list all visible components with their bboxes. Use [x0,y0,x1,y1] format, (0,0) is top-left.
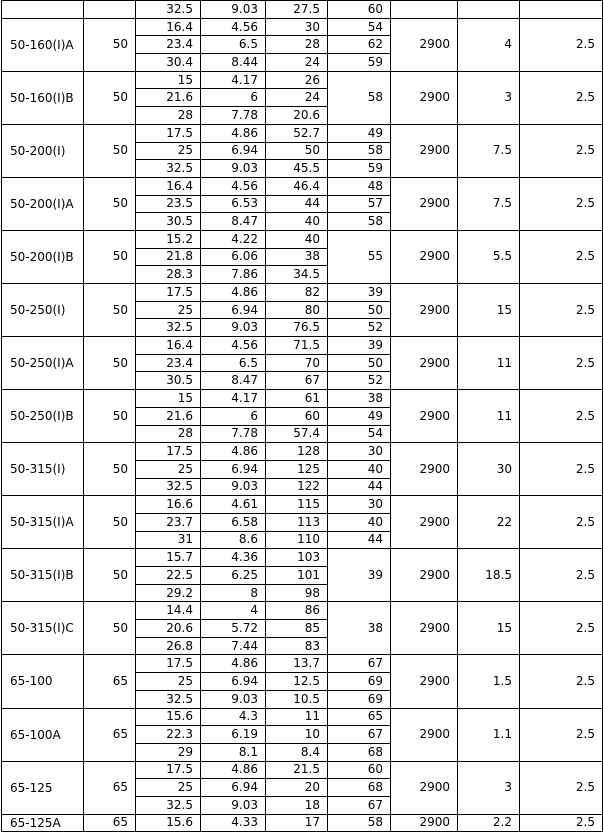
cell-power: 15 [458,284,520,337]
cell-model: 65-100A [2,708,84,761]
cell-efficiency: 38 [328,390,391,408]
cell-flow_m3h: 21.8 [136,248,201,266]
cell-flow_m3h: 32.5 [136,796,201,814]
cell-inlet [84,1,136,19]
cell-inlet: 50 [84,337,136,390]
pump-spec-table [1,0,603,832]
cell-model: 50-315(I)B [2,549,84,602]
cell-efficiency: 49 [328,407,391,425]
cell-speed: 2900 [391,602,458,655]
cell-flow_ls: 6.94 [201,460,266,478]
cell-power: 18.5 [458,549,520,602]
cell-head: 11 [266,708,328,726]
cell-npsh: 2.5 [520,443,603,496]
cell-efficiency: 67 [328,796,391,814]
cell-flow_m3h: 23.4 [136,354,201,372]
cell-inlet: 65 [84,814,136,832]
cell-flow_m3h: 30.5 [136,372,201,390]
cell-head: 67 [266,372,328,390]
cell-head: 70 [266,354,328,372]
cell-power: 11 [458,337,520,390]
cell-flow_ls: 8 [201,584,266,602]
cell-efficiency: 59 [328,54,391,72]
cell-power: 1.1 [458,708,520,761]
cell-speed: 2900 [391,18,458,71]
cell-flow_ls: 8.47 [201,213,266,231]
table-body [2,1,603,832]
cell-head: 57.4 [266,425,328,443]
cell-merged_efficiency: 38 [328,602,391,655]
cell-npsh: 2.5 [520,549,603,602]
cell-flow_ls: 8.47 [201,372,266,390]
cell-efficiency: 58 [328,814,391,832]
cell-flow_m3h: 14.4 [136,602,201,620]
cell-speed: 2900 [391,337,458,390]
cell-power: 2.2 [458,814,520,832]
cell-inlet: 50 [84,230,136,283]
cell-model [2,1,84,19]
cell-flow_m3h: 21.6 [136,407,201,425]
cell-flow_ls: 6.94 [201,779,266,797]
cell-model: 50-250(I)A [2,337,84,390]
cell-flow_m3h: 22.3 [136,726,201,744]
cell-flow_m3h: 17.5 [136,655,201,673]
cell-model: 50-315(I)C [2,602,84,655]
cell-inlet: 50 [84,390,136,443]
cell-npsh: 2.5 [520,71,603,124]
table-row [2,708,603,726]
cell-head: 40 [266,230,328,248]
cell-head: 21.5 [266,761,328,779]
cell-inlet: 65 [84,708,136,761]
table-row [2,602,603,620]
table-row [2,18,603,36]
cell-speed: 2900 [391,71,458,124]
cell-flow_ls: 4.61 [201,496,266,514]
cell-flow_ls: 4.86 [201,655,266,673]
cell-npsh: 2.5 [520,177,603,230]
cell-flow_m3h: 17.5 [136,284,201,302]
cell-flow_m3h: 32.5 [136,319,201,337]
cell-efficiency: 59 [328,160,391,178]
cell-head: 24 [266,54,328,72]
table-row [2,390,603,408]
cell-efficiency: 69 [328,673,391,691]
cell-speed: 2900 [391,177,458,230]
cell-speed: 2900 [391,761,458,814]
cell-flow_m3h: 23.5 [136,195,201,213]
cell-efficiency: 50 [328,301,391,319]
cell-efficiency: 67 [328,655,391,673]
table-row [2,177,603,195]
cell-head: 10.5 [266,690,328,708]
cell-flow_m3h: 26.8 [136,637,201,655]
cell-efficiency: 54 [328,18,391,36]
cell-inlet: 65 [84,655,136,708]
cell-npsh: 2.5 [520,496,603,549]
cell-head: 86 [266,602,328,620]
table-row [2,230,603,248]
cell-flow_ls: 7.86 [201,266,266,284]
cell-head: 83 [266,637,328,655]
cell-flow_m3h: 23.4 [136,36,201,54]
cell-head: 71.5 [266,337,328,355]
cell-inlet: 50 [84,124,136,177]
table-row [2,443,603,461]
cell-flow_ls: 8.44 [201,54,266,72]
cell-head: 115 [266,496,328,514]
cell-flow_ls: 6.94 [201,673,266,691]
cell-flow_ls: 6.5 [201,36,266,54]
cell-model: 65-125 [2,761,84,814]
cell-flow_ls: 4.86 [201,761,266,779]
cell-head: 46.4 [266,177,328,195]
cell-efficiency: 60 [328,1,391,19]
cell-inlet: 50 [84,602,136,655]
cell-flow_ls: 9.03 [201,1,266,19]
cell-power: 3 [458,761,520,814]
cell-flow_ls: 4.36 [201,549,266,567]
cell-head: 27.5 [266,1,328,19]
cell-flow_ls: 9.03 [201,796,266,814]
cell-efficiency: 39 [328,284,391,302]
cell-power: 7.5 [458,177,520,230]
cell-efficiency: 58 [328,142,391,160]
cell-model: 50-160(I)B [2,71,84,124]
cell-head: 60 [266,407,328,425]
cell-flow_ls: 8.6 [201,531,266,549]
cell-flow_ls: 4.33 [201,814,266,832]
cell-head: 40 [266,213,328,231]
cell-efficiency: 52 [328,319,391,337]
cell-power: 22 [458,496,520,549]
cell-flow_m3h: 16.6 [136,496,201,514]
cell-efficiency: 54 [328,425,391,443]
cell-head: 34.5 [266,266,328,284]
cell-head: 52.7 [266,124,328,142]
cell-flow_m3h: 25 [136,779,201,797]
cell-npsh: 2.5 [520,337,603,390]
cell-flow_m3h: 15 [136,71,201,89]
table-row [2,284,603,302]
cell-flow_ls: 7.78 [201,107,266,125]
cell-flow_m3h: 15.7 [136,549,201,567]
cell-model: 50-315(I)A [2,496,84,549]
cell-flow_m3h: 28 [136,425,201,443]
cell-npsh: 2.5 [520,761,603,814]
cell-flow_ls: 9.03 [201,319,266,337]
cell-model: 50-200(I) [2,124,84,177]
cell-flow_ls: 6.5 [201,354,266,372]
table-row [2,761,603,779]
cell-efficiency: 57 [328,195,391,213]
cell-flow_m3h: 15 [136,390,201,408]
cell-speed: 2900 [391,443,458,496]
cell-head: 30 [266,18,328,36]
cell-merged_efficiency: 55 [328,230,391,283]
cell-inlet: 50 [84,71,136,124]
cell-flow_ls: 5.72 [201,620,266,638]
cell-flow_m3h: 29 [136,743,201,761]
cell-flow_m3h: 31 [136,531,201,549]
cell-efficiency: 52 [328,372,391,390]
cell-power: 1.5 [458,655,520,708]
cell-flow_m3h: 25 [136,460,201,478]
cell-speed: 2900 [391,496,458,549]
cell-flow_ls: 6.94 [201,142,266,160]
cell-model: 50-250(I) [2,284,84,337]
cell-flow_ls: 4.56 [201,177,266,195]
table-row [2,337,603,355]
cell-speed: 2900 [391,655,458,708]
cell-head: 12.5 [266,673,328,691]
cell-npsh: 2.5 [520,284,603,337]
cell-flow_ls: 7.44 [201,637,266,655]
cell-flow_ls: 9.03 [201,478,266,496]
cell-head: 50 [266,142,328,160]
cell-flow_m3h: 29.2 [136,584,201,602]
cell-head: 122 [266,478,328,496]
cell-efficiency: 65 [328,708,391,726]
cell-head: 82 [266,284,328,302]
cell-flow_ls: 9.03 [201,690,266,708]
cell-head: 76.5 [266,319,328,337]
cell-power: 5.5 [458,230,520,283]
cell-flow_ls: 4.86 [201,443,266,461]
cell-speed: 2900 [391,230,458,283]
cell-flow_ls: 4.3 [201,708,266,726]
cell-speed: 2900 [391,708,458,761]
cell-flow_m3h: 32.5 [136,1,201,19]
cell-head: 17 [266,814,328,832]
cell-flow_m3h: 30.4 [136,54,201,72]
cell-flow_ls: 4 [201,602,266,620]
cell-flow_m3h: 16.4 [136,18,201,36]
cell-flow_m3h: 17.5 [136,443,201,461]
cell-speed: 2900 [391,284,458,337]
cell-head: 113 [266,513,328,531]
cell-efficiency: 39 [328,337,391,355]
cell-npsh: 2.5 [520,708,603,761]
cell-inlet: 50 [84,18,136,71]
cell-flow_ls: 4.17 [201,71,266,89]
cell-efficiency: 69 [328,690,391,708]
cell-power: 3 [458,71,520,124]
cell-flow_m3h: 15.6 [136,814,201,832]
cell-flow_m3h: 28 [136,107,201,125]
cell-speed: 2900 [391,124,458,177]
cell-flow_ls: 4.86 [201,284,266,302]
cell-head: 8.4 [266,743,328,761]
cell-flow_m3h: 25 [136,301,201,319]
cell-speed: 2900 [391,390,458,443]
cell-head: 110 [266,531,328,549]
cell-npsh [520,1,603,19]
cell-merged_efficiency: 39 [328,549,391,602]
cell-efficiency: 67 [328,726,391,744]
cell-flow_ls: 4.17 [201,390,266,408]
cell-head: 20.6 [266,107,328,125]
cell-speed [391,1,458,19]
cell-flow_ls: 6.94 [201,301,266,319]
table-row [2,814,603,832]
cell-head: 80 [266,301,328,319]
cell-power: 4 [458,18,520,71]
cell-efficiency: 49 [328,124,391,142]
cell-power: 15 [458,602,520,655]
cell-inlet: 50 [84,177,136,230]
cell-flow_m3h: 23.7 [136,513,201,531]
cell-model: 50-160(I)A [2,18,84,71]
cell-efficiency: 68 [328,743,391,761]
cell-efficiency: 30 [328,443,391,461]
cell-flow_m3h: 25 [136,142,201,160]
cell-flow_m3h: 25 [136,673,201,691]
cell-model: 50-200(I)B [2,230,84,283]
cell-head: 45.5 [266,160,328,178]
cell-head: 103 [266,549,328,567]
cell-efficiency: 44 [328,531,391,549]
cell-npsh: 2.5 [520,124,603,177]
cell-head: 20 [266,779,328,797]
cell-power: 11 [458,390,520,443]
cell-inlet: 65 [84,761,136,814]
cell-flow_m3h: 17.5 [136,761,201,779]
cell-flow_m3h: 21.6 [136,89,201,107]
cell-npsh: 2.5 [520,390,603,443]
cell-flow_ls: 8.1 [201,743,266,761]
cell-efficiency: 60 [328,761,391,779]
cell-head: 26 [266,71,328,89]
cell-flow_m3h: 32.5 [136,690,201,708]
cell-efficiency: 58 [328,213,391,231]
cell-head: 125 [266,460,328,478]
cell-efficiency: 48 [328,177,391,195]
cell-power: 30 [458,443,520,496]
cell-npsh: 2.5 [520,602,603,655]
cell-npsh: 2.5 [520,814,603,832]
table-row [2,655,603,673]
cell-flow_ls: 9.03 [201,160,266,178]
cell-head: 128 [266,443,328,461]
cell-head: 44 [266,195,328,213]
cell-inlet: 50 [84,284,136,337]
cell-flow_ls: 6.25 [201,567,266,585]
cell-efficiency: 40 [328,513,391,531]
table-row [2,124,603,142]
cell-efficiency: 40 [328,460,391,478]
cell-flow_ls: 4.22 [201,230,266,248]
cell-flow_ls: 6 [201,407,266,425]
cell-flow_ls: 6.58 [201,513,266,531]
cell-flow_m3h: 30.5 [136,213,201,231]
cell-flow_m3h: 20.6 [136,620,201,638]
cell-npsh: 2.5 [520,18,603,71]
cell-inlet: 50 [84,549,136,602]
cell-efficiency: 30 [328,496,391,514]
cell-npsh: 2.5 [520,655,603,708]
cell-flow_m3h: 17.5 [136,124,201,142]
cell-efficiency: 62 [328,36,391,54]
cell-power [458,1,520,19]
cell-flow_ls: 6.53 [201,195,266,213]
cell-power: 7.5 [458,124,520,177]
cell-model: 65-100 [2,655,84,708]
table-row [2,1,603,19]
cell-flow_m3h: 28.3 [136,266,201,284]
cell-flow_ls: 4.86 [201,124,266,142]
cell-model: 50-200(I)A [2,177,84,230]
cell-inlet: 50 [84,443,136,496]
cell-flow_ls: 6.06 [201,248,266,266]
table-row [2,71,603,89]
cell-flow_m3h: 16.4 [136,177,201,195]
cell-flow_m3h: 32.5 [136,478,201,496]
cell-speed: 2900 [391,814,458,832]
cell-flow_ls: 6.19 [201,726,266,744]
cell-head: 28 [266,36,328,54]
cell-flow_m3h: 32.5 [136,160,201,178]
table-row [2,496,603,514]
cell-npsh: 2.5 [520,230,603,283]
cell-efficiency: 68 [328,779,391,797]
cell-flow_m3h: 16.4 [136,337,201,355]
cell-head: 85 [266,620,328,638]
cell-flow_ls: 4.56 [201,337,266,355]
cell-head: 101 [266,567,328,585]
cell-efficiency: 50 [328,354,391,372]
cell-head: 61 [266,390,328,408]
cell-model: 50-250(I)B [2,390,84,443]
cell-flow_m3h: 15.2 [136,230,201,248]
cell-head: 10 [266,726,328,744]
table-row [2,549,603,567]
cell-flow_m3h: 22.5 [136,567,201,585]
cell-model: 50-315(I) [2,443,84,496]
cell-model: 65-125A [2,814,84,832]
cell-flow_ls: 6 [201,89,266,107]
cell-head: 13.7 [266,655,328,673]
cell-flow_ls: 4.56 [201,18,266,36]
cell-merged_efficiency: 58 [328,71,391,124]
cell-efficiency: 44 [328,478,391,496]
cell-flow_ls: 7.78 [201,425,266,443]
cell-head: 98 [266,584,328,602]
cell-flow_m3h: 15.6 [136,708,201,726]
cell-inlet: 50 [84,496,136,549]
cell-head: 38 [266,248,328,266]
cell-speed: 2900 [391,549,458,602]
cell-head: 18 [266,796,328,814]
cell-head: 24 [266,89,328,107]
